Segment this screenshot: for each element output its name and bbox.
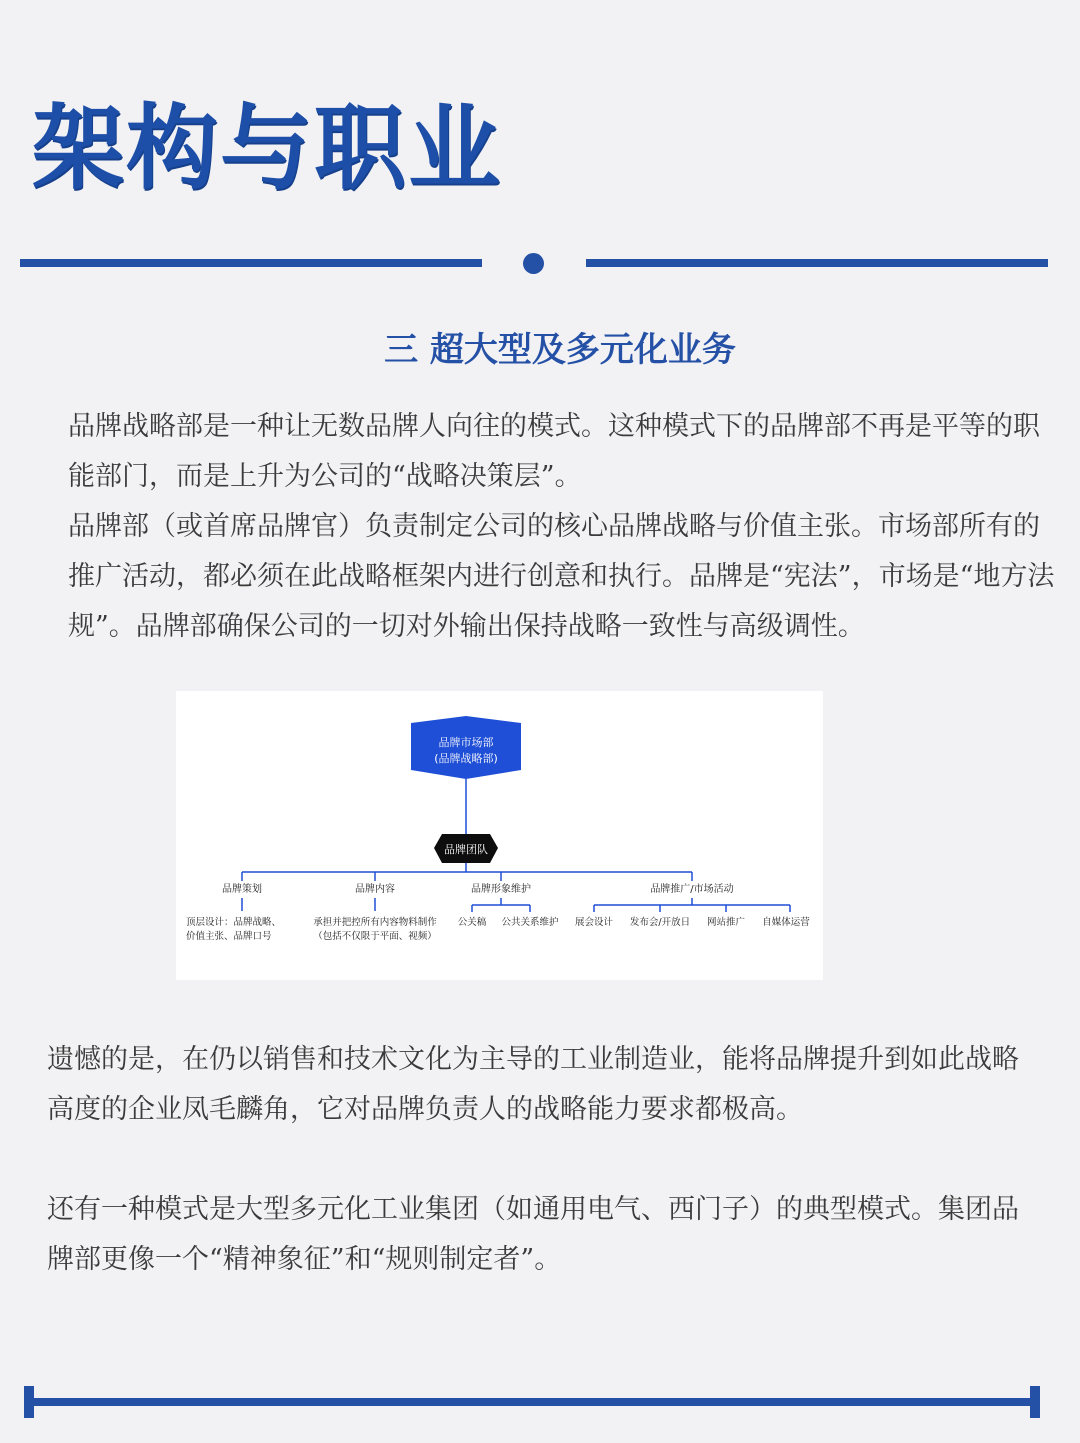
leaf-promo-3: 网站推广 — [706, 917, 746, 928]
leaf-planning-2: 价值主张、品牌口号 — [186, 931, 272, 942]
paragraph-regret: 遗憾的是，在仍以销售和技术文化为主导的工业制造业，能将品牌提升到如此战略高度的企业凤毛麟角，它对品牌负责人的战略能力要求都极高。 — [47, 1044, 1019, 1125]
divider-dot — [523, 253, 544, 274]
branch-content: 品牌内容 — [355, 884, 395, 895]
paragraph-brand-officer: 品牌部（或首席品牌官）负责制定公司的核心品牌战略与价值主张。市场部所有的推广活动，都必须在此战略框架内进行创意和执行。品牌是“宪法”，市场是“地方法规”。品牌部确保公司的一切对外输出保持战略一致性与高级调性。 — [68, 511, 1055, 642]
org-chart-svg — [176, 691, 823, 980]
bottom-bar-cap-right — [1030, 1386, 1040, 1418]
divider-left — [20, 259, 482, 267]
paragraph-conglomerate: 还有一种模式是大型多元化工业集团（如通用电气、西门子）的典型模式。集团品牌部更像一个“精神象征”和“规则制定者”。 — [47, 1194, 1019, 1275]
root-label-2: (品牌战略部) — [434, 752, 498, 765]
branch-planning: 品牌策划 — [222, 884, 262, 895]
team-label: 品牌团队 — [444, 843, 488, 856]
page-title: 架构与职业 — [32, 95, 503, 202]
org-chart — [176, 691, 823, 980]
bottom-bar — [26, 1398, 1038, 1406]
leaf-promo-1: 展会设计 — [574, 917, 614, 928]
section-heading: 三 超大型及多元化业务 — [384, 330, 736, 370]
leaf-image-1: 公关稿 — [457, 917, 487, 928]
divider-right — [586, 259, 1048, 267]
leaf-promo-4: 自媒体运营 — [762, 917, 810, 928]
leaf-image-2: 公共关系维护 — [501, 917, 559, 928]
leaf-promo-2: 发布会/开放日 — [629, 917, 691, 928]
leaf-content-2: （包括不仅限于平面、视频） — [313, 931, 437, 942]
root-label-1: 品牌市场部 — [438, 736, 494, 749]
leaf-content-1: 承担并把控所有内容物料制作 — [313, 917, 437, 928]
branch-promo: 品牌推广/市场活动 — [650, 884, 734, 895]
paragraph-brand-strategy: 品牌战略部是一种让无数品牌人向往的模式。这种模式下的品牌部不再是平等的职能部门，而是上升为公司的“战略决策层”。 — [68, 411, 1040, 492]
branch-image: 品牌形象维护 — [471, 884, 531, 895]
leaf-planning-1: 顶层设计：品牌战略、 — [186, 917, 282, 928]
